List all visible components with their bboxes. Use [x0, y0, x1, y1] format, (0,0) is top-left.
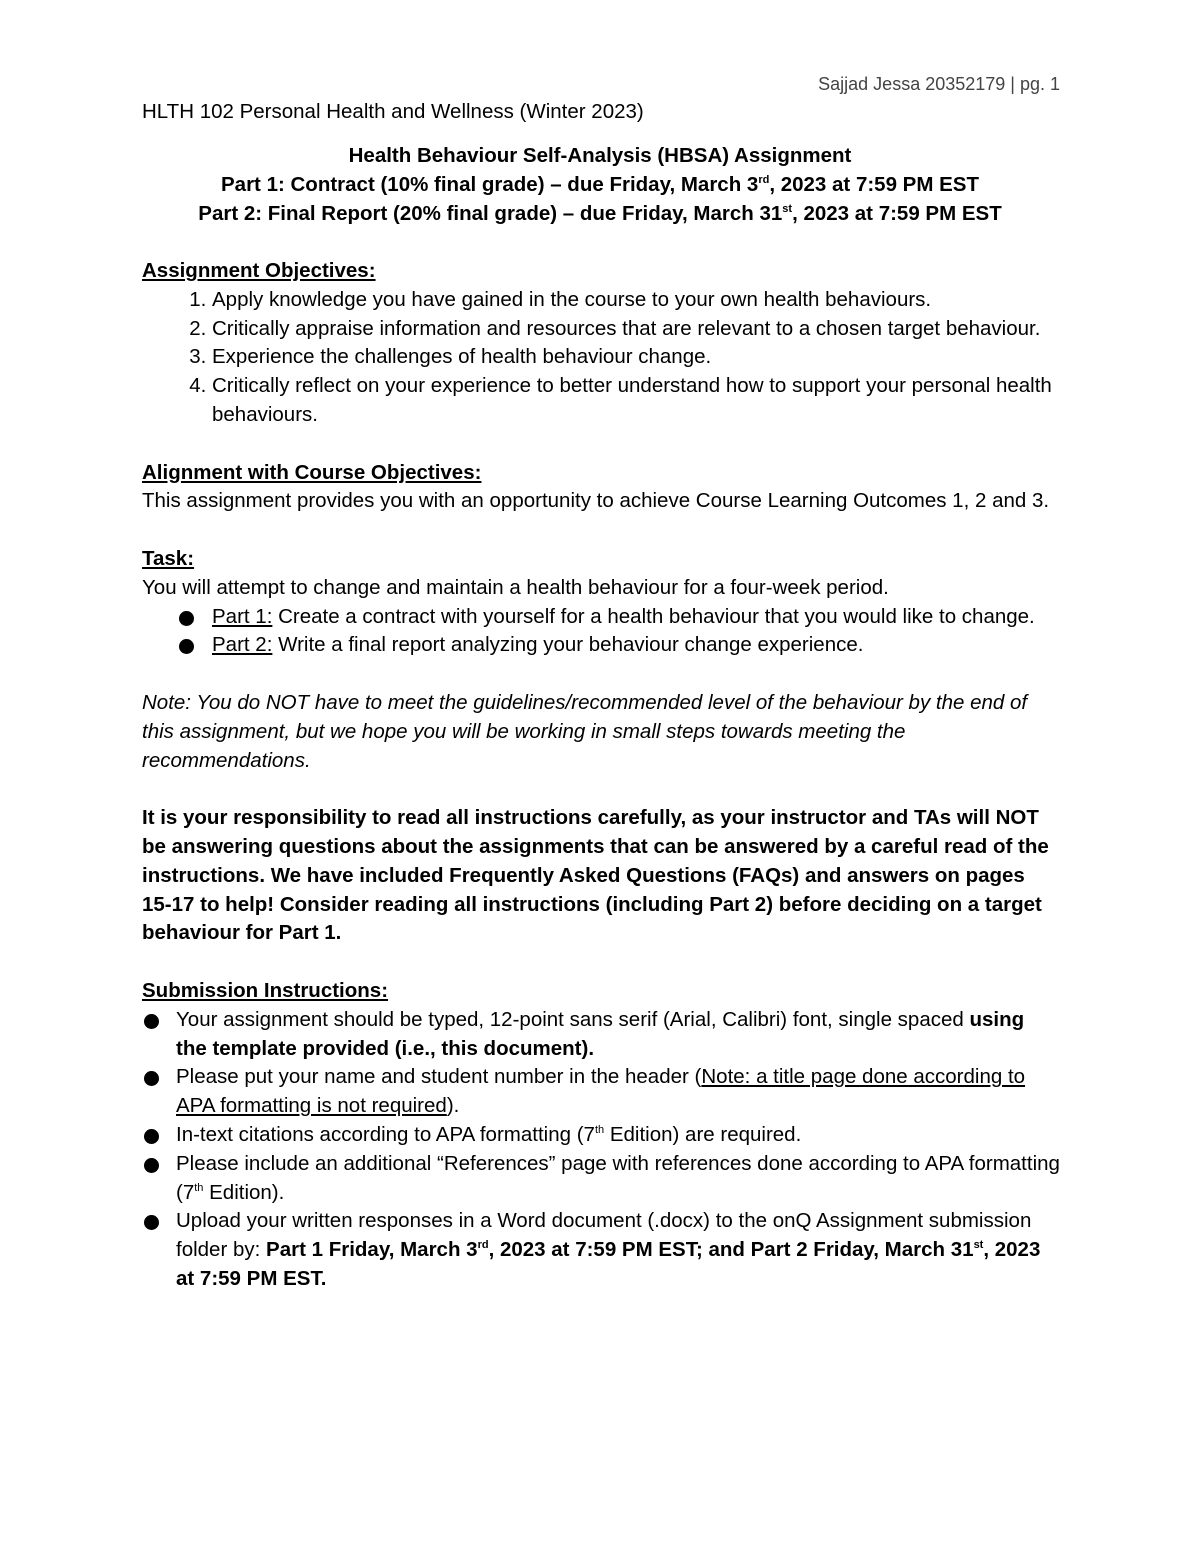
- part1-due-line: Part 1: Contract (10% final grade) – due Friday, March 3rd, 2023 at 7:59 PM EST: [221, 172, 979, 196]
- task-item: Part 2: Write a final report analyzing your behaviour change experience.: [142, 631, 1060, 660]
- objective-item: 1. Apply knowledge you have gained in the course to your own health behaviours.: [212, 286, 1060, 315]
- submission-heading: Submission Instructions:: [142, 978, 389, 1002]
- responsibility-text: It is your responsibility to read all instructions carefully, as your instructor and TAs will NOT be answering questions about the assignments that can be answered by a careful read of the instructions. We have included Frequently Asked Questions (FAQs) and answers on pages 15-17 to help! Consider reading all instructions (including Part 2) before deciding on a target behaviour for Part 1.: [142, 806, 1049, 945]
- part2-due-line: Part 2: Final Report (20% final grade) – due Friday, March 31st, 2023 at 7:59 PM EST: [198, 201, 1002, 225]
- bullet-icon: [179, 611, 194, 626]
- task-list: [142, 603, 1060, 661]
- objectives-list: [142, 286, 1060, 430]
- page-header: Sajjad Jessa 20352179 | pg. 1: [818, 74, 1060, 94]
- bullet-icon: [144, 1129, 159, 1144]
- submission-item: Your assignment should be typed, 12-point sans serif (Arial, Calibri) font, single spaced using the template provided (i.e., this document).: [142, 1006, 1060, 1064]
- task-heading: Task:: [142, 546, 195, 570]
- submission-item: In-text citations according to APA formatting (7th Edition) are required.: [142, 1121, 1060, 1150]
- bullet-icon: [179, 639, 194, 654]
- submission-item: Please put your name and student number in the header (Note: a title page done according to APA formatting is not required).: [142, 1063, 1060, 1121]
- submission-list: [142, 1006, 1060, 1294]
- objective-item: 4. Critically reflect on your experience to better understand how to support your personal health behaviours.: [212, 372, 1060, 430]
- submission-item: Please include an additional “References” page with references done according to APA formatting (7th Edition).: [142, 1150, 1060, 1208]
- objective-item: 2. Critically appraise information and resources that are relevant to a chosen target behaviour.: [212, 315, 1060, 344]
- bullet-icon: [144, 1158, 159, 1173]
- assignment-title: Health Behaviour Self-Analysis (HBSA) Assignment: [348, 144, 852, 167]
- bullet-icon: [144, 1215, 159, 1230]
- document-body: [142, 257, 1060, 1294]
- objectives-heading: Assignment Objectives:: [142, 259, 376, 282]
- bullet-icon: [144, 1014, 159, 1029]
- task-intro: You will attempt to change and maintain a health behaviour for a four-week period.: [142, 575, 889, 599]
- note-text: Note: You do NOT have to meet the guidelines/recommended level of the behaviour by the end of this assignment, but we hope you will be working in small steps towards meeting the recommendations.: [142, 690, 1028, 772]
- task-item: Part 1: Create a contract with yourself for a health behaviour that you would like to change.: [142, 603, 1060, 632]
- alignment-heading: Alignment with Course Objectives:: [142, 460, 482, 484]
- course-title: HLTH 102 Personal Health and Wellness (Winter 2023): [142, 100, 644, 123]
- bullet-icon: [144, 1071, 159, 1086]
- submission-item: Upload your written responses in a Word document (.docx) to the onQ Assignment submission folder by: Part 1 Friday, March 3rd, 2023 at 7:59 PM EST; and Part 2 Friday, March 31st, 2023 at 7:59 PM EST.: [142, 1207, 1060, 1293]
- alignment-text: This assignment provides you with an opportunity to achieve Course Learning Outcomes 1, 2 and 3.: [142, 489, 1050, 513]
- objective-item: 3. Experience the challenges of health behaviour change.: [212, 343, 1060, 372]
- assignment-title-block: [142, 142, 1058, 228]
